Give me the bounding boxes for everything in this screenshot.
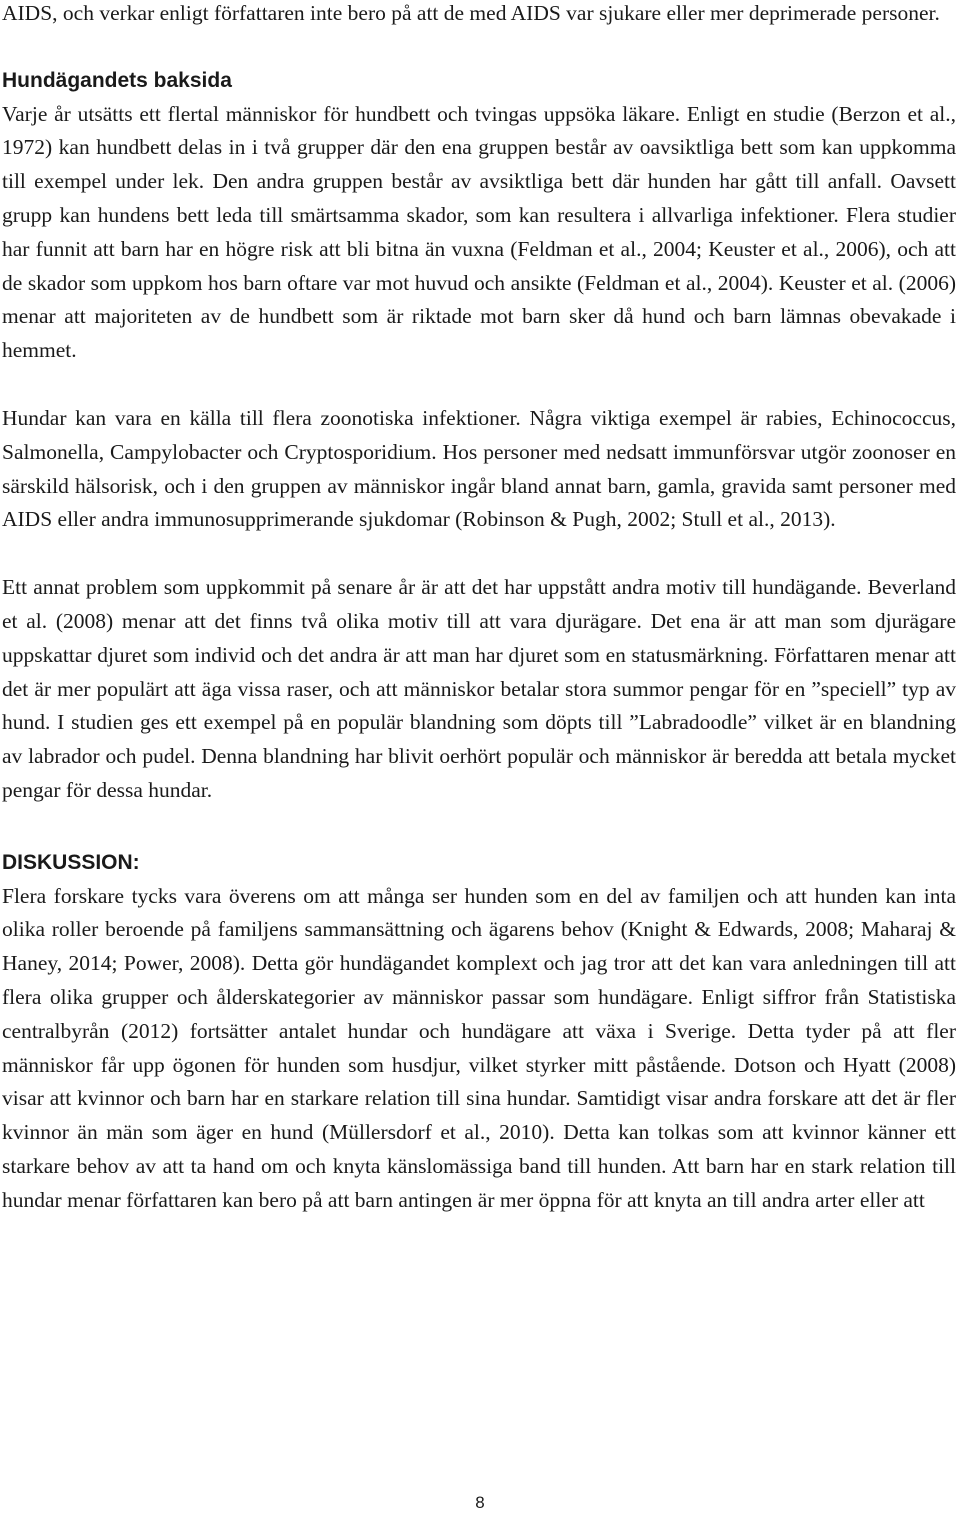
paragraph-motiv: Ett annat problem som uppkommit på senare år är att det har uppstått andra motiv till hundägande. Beverland et al. (2008) menar att det finns två olika motiv till att vara djurägare. Det ena är att man som djurägare uppskattar djuret som individ och det andra är att man har djuret som en statusmärkning. Författaren menar att det är mer populärt att äga vissa raser, och att människor betalar stora summor pengar för en ”speciell” typ av hund. I studien ges ett exempel på en populär blandning som döpts till ”Labradoodle” vilket är en blandning av labrador och pudel. Denna blandning har blivit oerhört populär och människor är beredda att betala mycket pengar för dessa hundar. (2, 575, 956, 802)
paragraph-continuation: AIDS, och verkar enligt författaren inte bero på att de med AIDS var sjukare eller mer deprimerade personer. (2, 1, 940, 25)
paragraph-hundbett: Varje år utsätts ett flertal människor för hundbett och tvingas uppsöka läkare. Enligt en studie (Berzon et al., 1972) kan hundbett delas in i två grupper där den ena gruppen består av oavsiktliga bett som kan uppkomma till exempel under lek. Den andra gruppen består av avsiktliga bett där hunden har gått till anfall. Oavsett grupp kan hundens bett leda till smärtsamma skador, som kan resultera i allvarliga infektioner. Flera studier har funnit att barn har en högre risk att bli bitna än vuxna (Feldman et al., 2004; Keuster et al., 2006), och att de skador som uppkom hos barn oftare var mot huvud och ansikte (Feldman et al., 2004). Keuster et al. (2006) menar att majoriteten av de hundbett som är riktade mot barn sker då hund och barn lämnas obevakade i hemmet. (2, 101, 956, 363)
paragraph-spacer (2, 31, 956, 64)
paragraph-spacer (2, 368, 956, 402)
page-number: 8 (475, 1493, 485, 1512)
paragraph-diskussion: Flera forskare tycks vara överens om att många ser hunden som en del av familjen och att hunden kan inta olika roller beroende på familjens sammansättning och ägarens behov (Knight & Edwards, 2008; Maharaj & Haney, 2014; Power, 2008). Detta gör hundägandet komplext och jag tror att det kan vara anledningen till att flera olika grupper och ålderskategorier av människor passar som hundägare. Enligt siffror från Statistiska centralbyrån (2012) fortsätter antalet hundar och hundägare att växa i Sverige. Detta tyder på att fler människor får upp ögonen för hunden som husdjur, vilket styrker mitt påstående. Dotson och Hyatt (2008) visar att kvinnor och barn har en starkare relation till sina hundar. Samtidigt visar andra forskare att det är fler kvinnor än män som äger en hund (Müllersdorf et al., 2010). Detta kan tolkas som att kvinnor känner ett starkare behov av att ta hand om och knyta känslomässiga band till hunden. Att barn har en stark relation till hundar menar författaren kan bero på att barn antingen är mer öppna för att knyta an till andra arter eller att (2, 883, 956, 1212)
section-heading-diskussion: DISKUSSION: (2, 850, 140, 874)
section-spacer (2, 808, 956, 846)
page-body (2, 0, 956, 1218)
section-heading-hundagandets-baksida: Hundägandets baksida (2, 68, 232, 92)
paragraph-spacer (2, 537, 956, 571)
paragraph-zoonoser: Hundar kan vara en källa till flera zoonotiska infektioner. Några viktiga exempel är rabies, Echinococcus, Salmonella, Campylobacter och Cryptosporidium. Hos personer med nedsatt immunförsvar utgör zoonoser en särskild hälsorisk, och i den gruppen av människor ingår bland annat barn, gamla, gravida samt personer med AIDS eller andra immunosupprimerande sjukdomar (Robinson & Pugh, 2002; Stull et al., 2013). (2, 405, 956, 532)
